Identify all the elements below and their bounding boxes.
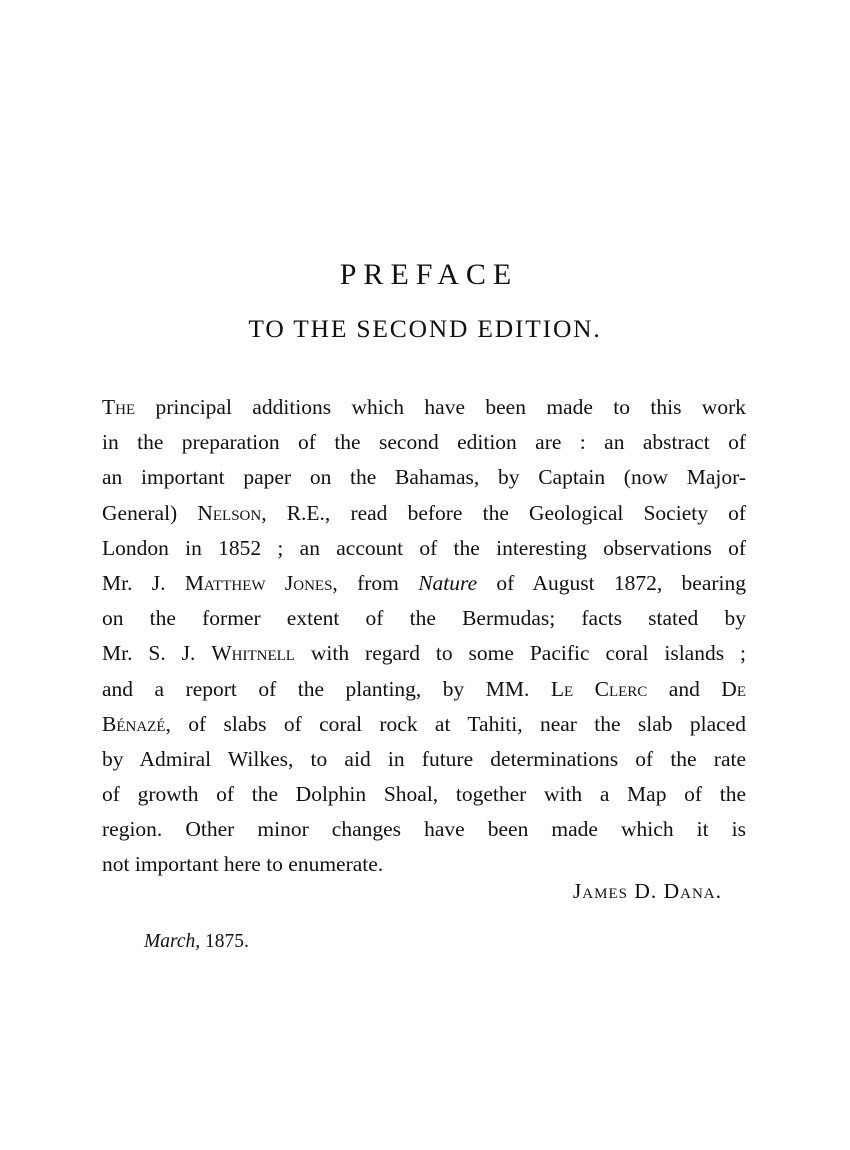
- paragraph-line: [102, 425, 746, 460]
- paragraph-line: [102, 636, 746, 671]
- page-subtitle: TO THE SECOND EDITION.: [248, 314, 602, 343]
- paragraph-line: [102, 672, 746, 707]
- text-run: , R.E., read before the Geological Society of: [261, 500, 746, 525]
- text-run: by Admiral Wilkes, to aid in future determinations of the rate: [102, 746, 746, 771]
- text-run: principal additions which have been made to this work: [135, 395, 746, 419]
- text-run: General): [102, 500, 198, 525]
- paragraph-line: [102, 777, 746, 812]
- preface-paragraph: [102, 390, 746, 883]
- page-title: PREFACE: [339, 258, 519, 291]
- text-run: not important here to enumerate.: [102, 852, 384, 877]
- text-run: London in 1852 ; an account of the interesting observations of: [102, 535, 746, 560]
- text-run: on the former extent of the Bermudas; facts stated by: [102, 606, 746, 631]
- paragraph-line: [102, 496, 746, 531]
- paragraph-line: [102, 707, 746, 742]
- date-month: March,: [144, 931, 201, 952]
- text-run: with regard to some Pacific coral islands ;: [294, 641, 746, 666]
- paragraph-line: [102, 742, 746, 777]
- paragraph-line: [102, 460, 746, 495]
- author-signature: James D. Dana.: [572, 879, 722, 903]
- text-run: an important paper on the Bahamas, by Captain (now Major-: [102, 465, 746, 490]
- small-caps-name: Le Clerc: [550, 676, 648, 701]
- date-year: 1875.: [205, 931, 249, 952]
- small-caps-name: De: [721, 676, 746, 701]
- italic-title: Nature: [418, 570, 478, 595]
- small-caps-name: Whitnell: [211, 641, 295, 666]
- paragraph-line: [102, 601, 746, 636]
- small-caps-name: Bénazé: [102, 711, 166, 736]
- paragraph-line: [102, 566, 746, 601]
- small-caps-name: The: [102, 395, 136, 419]
- text-run: , of slabs of coral rock at Tahiti, near the slab placed: [165, 711, 746, 736]
- text-run: and: [647, 676, 722, 701]
- text-run: Mr. S. J.: [102, 641, 212, 666]
- text-run: Mr. J.: [102, 570, 185, 595]
- preface-date: [144, 931, 249, 953]
- paragraph-line: [102, 390, 746, 425]
- text-run: region. Other minor changes have been made which it is: [102, 817, 746, 842]
- text-run: and a report of the planting, by MM.: [102, 676, 551, 701]
- text-run: of August 1872, bearing: [477, 570, 746, 595]
- text-run: in the preparation of the second edition are : an abstract of: [102, 430, 746, 455]
- paragraph-line: [102, 847, 746, 882]
- paragraph-line: [102, 812, 746, 847]
- text-run: of growth of the Dolphin Shoal, together with a Map of the: [102, 782, 746, 807]
- paragraph-line: [102, 531, 746, 566]
- text-run: , from: [332, 570, 419, 595]
- small-caps-name: Matthew Jones: [184, 570, 333, 595]
- small-caps-name: Nelson: [197, 500, 262, 525]
